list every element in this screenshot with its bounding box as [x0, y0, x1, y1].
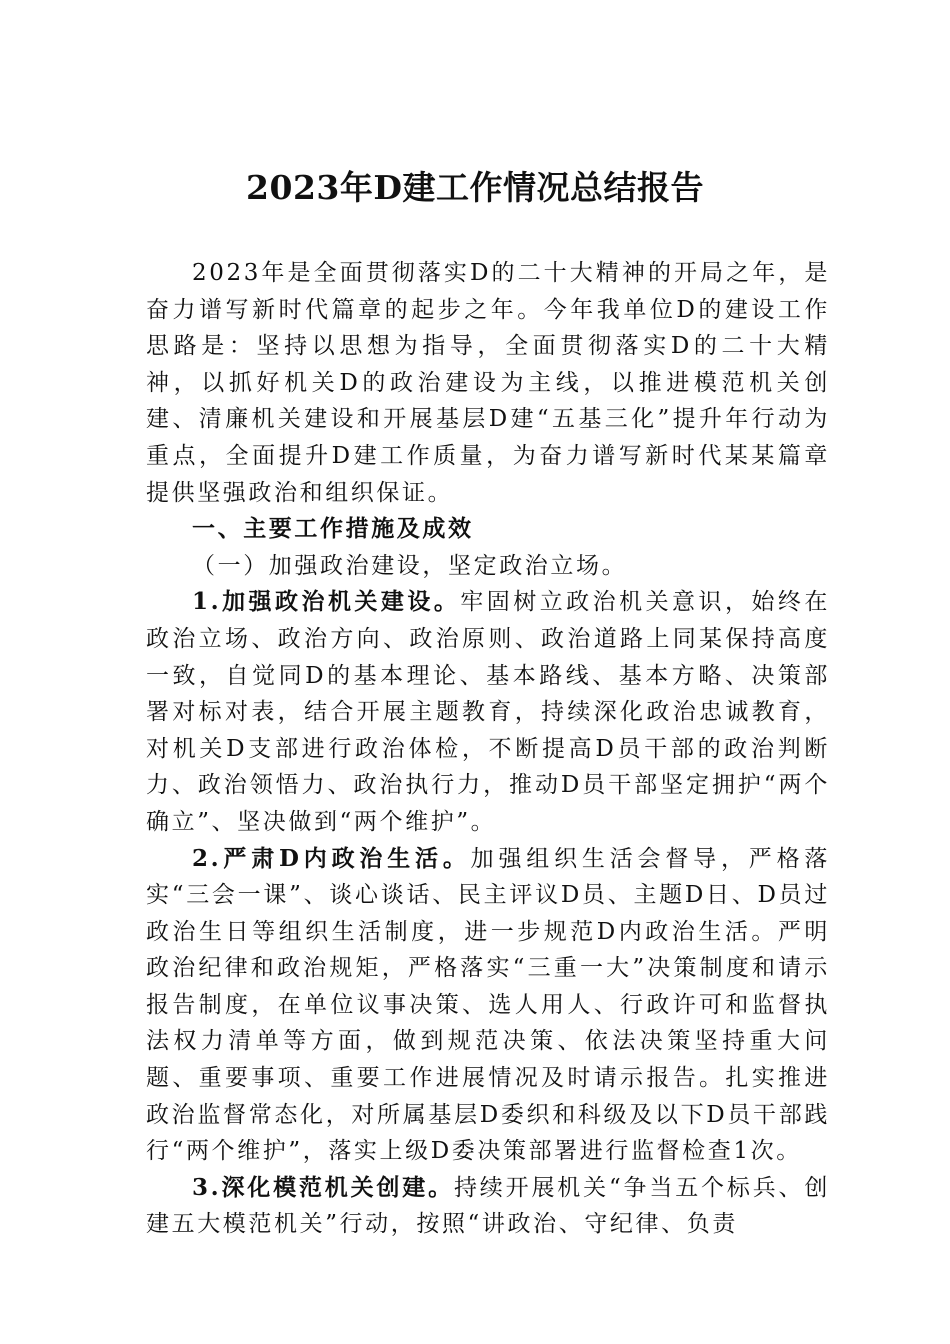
subsection-heading: （一）加强政治建设，坚定政治立场。	[192, 552, 628, 579]
document-body	[146, 255, 830, 1243]
item-text: 牢固树立政治机关意识，始终在政治立场、政治方向、政治原则、政治道路上同某保持高度一致，自觉同D的基本理论、基本路线、基本方略、决策部署对标对表，结合开展主题教育，持续深化政治忠诚教育，对机关D支部进行政治体检，不断提高D员干部的政治判断力、政治领悟力、政治执行力，推动D员干部坚定拥护“两个确立”、坚决做到“两个维护”。	[146, 589, 830, 835]
item-lead: 2.严肃D内政治生活。	[192, 844, 471, 872]
item-text: 加强组织生活会督导，严格落实“三会一课”、谈心谈话、民主评议D员、主题D日、D员过政治生日等组织生活制度，进一步规范D内政治生活。严明政治纪律和政治规矩，严格落实“三重一大”决策制度和请示报告制度，在单位议事决策、选人用人、行政许可和监督执法权力清单等方面，做到规范决策、依法决策坚持重大问题、重要事项、重要工作进展情况及时请示报告。扎实推进政治监督常态化，对所属基层D委织和科级及以下D员干部践行“两个维护”，落实上级D委决策部署进行监督检查1次。	[146, 845, 830, 1165]
item-text: 持续开展机关“争当五个标兵、创建五大模范机关”行动，按照“讲政治、守纪律、负责	[146, 1174, 830, 1238]
section-heading: 一、主要工作措施及成效	[192, 516, 474, 543]
paragraph-item-3	[146, 1170, 830, 1243]
paragraph-item-2	[146, 841, 830, 1170]
intro-paragraph: 2023年是全面贯彻落实D的二十大精神的开局之年，是奋力谱写新时代篇章的起步之年。今年我单位D的建设工作思路是：坚持以思想为指导，全面贯彻落实D的二十大精神，以抓好机关D的政治建设为主线，以推进模范机关创建、清廉机关建设和开展基层D建“五基三化”提升年行动为重点，全面提升D建工作质量，为奋力谱写新时代某某篇章提供坚强政治和组织保证。	[146, 260, 830, 506]
item-lead: 1.加强政治机关建设。	[192, 588, 461, 616]
document-title: 2023年D建工作情况总结报告	[246, 168, 704, 207]
paragraph-item-1	[146, 584, 830, 840]
item-lead: 3.深化模范机关创建。	[192, 1173, 454, 1201]
